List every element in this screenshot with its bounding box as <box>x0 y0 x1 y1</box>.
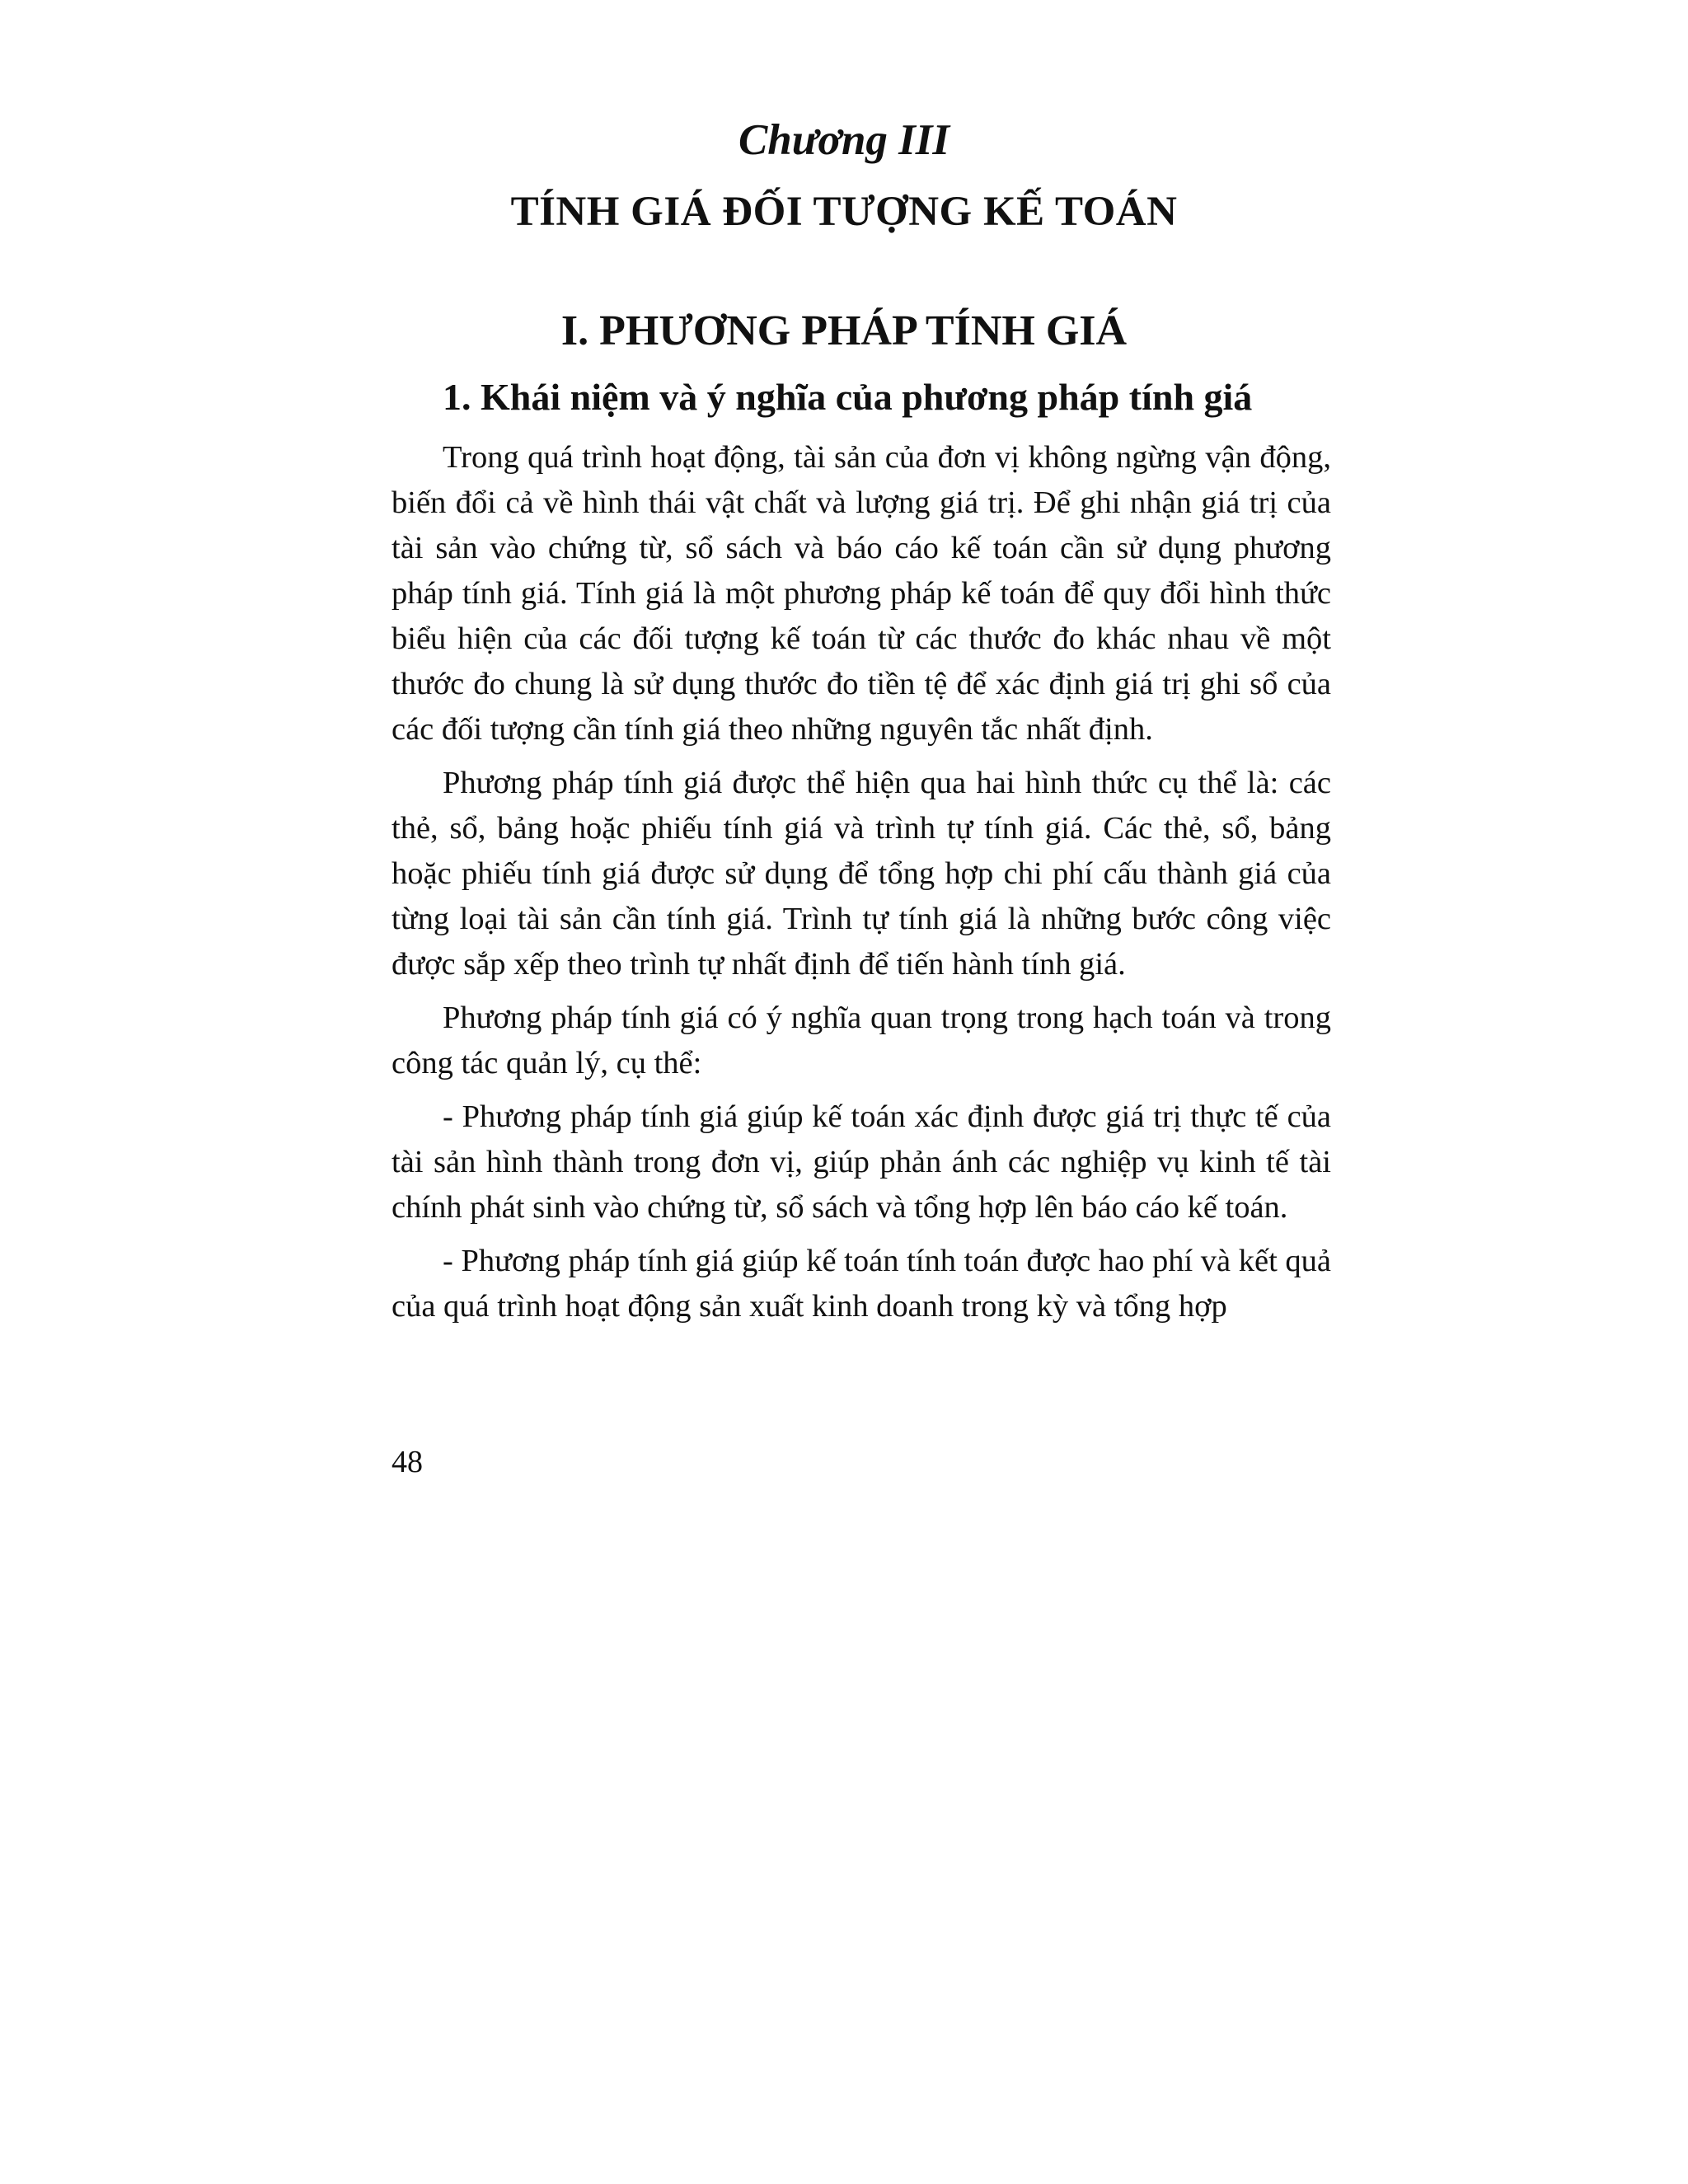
paragraph: - Phương pháp tính giá giúp kế toán xác định được giá trị thực tế của tài sản hình thành trong đơn vị, giúp phản ánh các nghiệp vụ kinh tế tài chính phát sinh vào chứng từ, sổ sách và tổng hợp lên báo cáo kế toán. <box>392 1099 1331 1225</box>
subsection-title: 1. Khái niệm và ý nghĩa của phương pháp tính giá <box>443 376 1253 418</box>
chapter-title: TÍNH GIÁ ĐỐI TƯỢNG KẾ TOÁN <box>510 189 1178 235</box>
paragraph: Phương pháp tính giá có ý nghĩa quan trọng trong hạch toán và trong công tác quản lý, cụ thể: <box>392 1001 1331 1080</box>
body-text <box>392 435 1331 1329</box>
paragraph: - Phương pháp tính giá giúp kế toán tính toán được hao phí và kết quả của quá trình hoạt động sản xuất kinh doanh trong kỳ và tổng hợp <box>392 1244 1331 1324</box>
paragraph: Phương pháp tính giá được thể hiện qua hai hình thức cụ thể là: các thẻ, sổ, bảng hoặc phiếu tính giá và trình tự tính giá. Các thẻ, sổ, bảng hoặc phiếu tính giá được sử dụng để tổng hợp chi phí cấu thành giá của từng loại tài sản cần tính giá. Trình tự tính giá là những bước công việc được sắp xếp theo trình tự nhất định để tiến hành tính giá. <box>392 766 1331 982</box>
section-title: I. PHƯƠNG PHÁP TÍNH GIÁ <box>560 307 1128 354</box>
page-number: 48 <box>392 1445 423 1479</box>
paragraph: Trong quá trình hoạt động, tài sản của đơn vị không ngừng vận động, biến đổi cả về hình thái vật chất và lượng giá trị. Để ghi nhận giá trị của tài sản vào chứng từ, sổ sách và báo cáo kế toán cần sử dụng phương pháp tính giá. Tính giá là một phương pháp kế toán để quy đổi hình thức biểu hiện của các đối tượng kế toán từ các thước đo khác nhau về một thước đo chung là sử dụng thước đo tiền tệ để xác định giá trị ghi sổ của các đối tượng cần tính giá theo những nguyên tắc nhất định. <box>392 440 1331 747</box>
chapter-label: Chương III <box>738 116 950 164</box>
